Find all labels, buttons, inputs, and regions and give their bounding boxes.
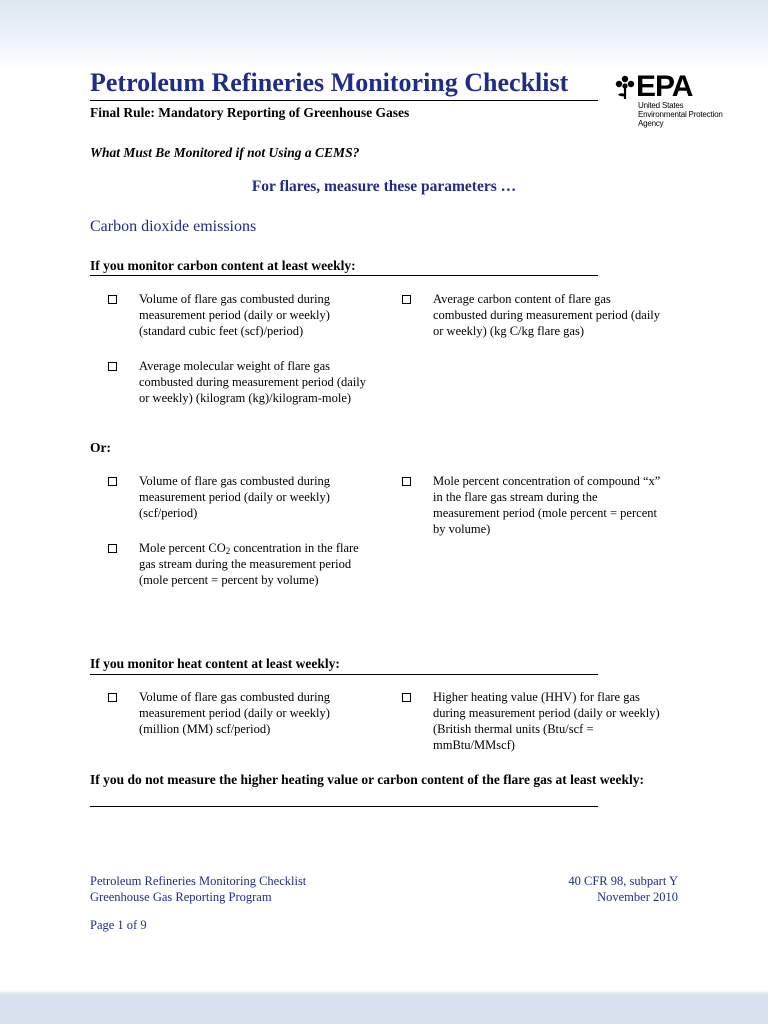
footer-program: Greenhouse Gas Reporting Program — [90, 890, 272, 904]
no-measure-heading: If you do not measure the higher heating value or carbon content of the flare gas at least weekly: — [90, 772, 644, 787]
agency-line-1: United States — [638, 101, 684, 110]
checkbox[interactable] — [402, 477, 411, 486]
heat-content-heading: If you monitor heat content at least weekly: — [90, 656, 340, 671]
epa-agency-name — [638, 101, 738, 128]
item-text: Volume of flare gas combusted during measurement period (daily or weekly) (standard cubic feet (scf)/period) — [139, 292, 331, 338]
checkbox[interactable] — [108, 477, 117, 486]
carbon-content-heading: If you monitor carbon content at least weekly: — [90, 258, 356, 273]
footer-left — [90, 873, 306, 905]
page-number: Page 1 of 9 — [90, 918, 147, 932]
checkbox[interactable] — [108, 693, 117, 702]
epa-flower-icon — [614, 74, 636, 100]
checkbox[interactable] — [402, 693, 411, 702]
checkbox[interactable] — [402, 295, 411, 304]
co2-subscript: 2 — [225, 546, 231, 556]
section-title: Carbon dioxide emissions — [90, 218, 257, 235]
checkbox[interactable] — [108, 544, 117, 553]
item-text — [139, 540, 371, 588]
title-divider — [90, 100, 598, 101]
monitoring-question: What Must Be Monitored if not Using a CEMS? — [90, 145, 360, 160]
agency-line-2: Environmental Protection — [638, 110, 723, 119]
co2-suffix: concentration in the — [230, 541, 333, 555]
heading-underline — [90, 674, 598, 675]
or-label: Or: — [90, 440, 111, 455]
footer-date: November 2010 — [597, 890, 678, 904]
item-text: Volume of flare gas combusted during measurement period (daily or weekly) (million (MM) scf/period) — [139, 690, 331, 736]
item-text: Higher heating value (HHV) for flare gas during measurement period (daily or weekly) (British thermal units (Btu/scf = mmBtu/MMscf) — [433, 690, 660, 752]
co2-rest: flare gas stream during the measurement period (mole percent = percent by volume) — [139, 541, 359, 587]
heading-underline — [90, 806, 598, 807]
flares-heading: For flares, measure these parameters … — [251, 178, 517, 195]
epa-logo — [612, 70, 732, 140]
item-text: Mole percent concentration of compound “x” in the flare gas stream during the measurement period (mole percent = percent by volume) — [433, 474, 661, 536]
checkbox[interactable] — [108, 362, 117, 371]
footer-doc-title: Petroleum Refineries Monitoring Checklist — [90, 874, 307, 888]
item-text: Average molecular weight of flare gas combusted during measurement period (daily or weekly) (kilogram (kg)/kilogram-mole) — [139, 359, 367, 405]
footer-right — [478, 873, 678, 905]
footer-regulation: 40 CFR 98, subpart Y — [568, 874, 678, 888]
heading-underline — [90, 275, 598, 276]
item-text: Volume of flare gas combusted during measurement period (daily or weekly) (scf/period) — [139, 474, 331, 520]
page-title: Petroleum Refineries Monitoring Checklist — [90, 68, 569, 97]
epa-wordmark: EPA — [636, 70, 693, 103]
co2-prefix: Mole percent CO — [139, 541, 226, 555]
item-text: Average carbon content of flare gas combusted during measurement period (daily or weekly) (kg C/kg flare gas) — [433, 292, 661, 338]
agency-line-3: Agency — [638, 119, 664, 128]
page-subtitle: Final Rule: Mandatory Reporting of Greenhouse Gases — [90, 105, 410, 120]
checkbox[interactable] — [108, 295, 117, 304]
